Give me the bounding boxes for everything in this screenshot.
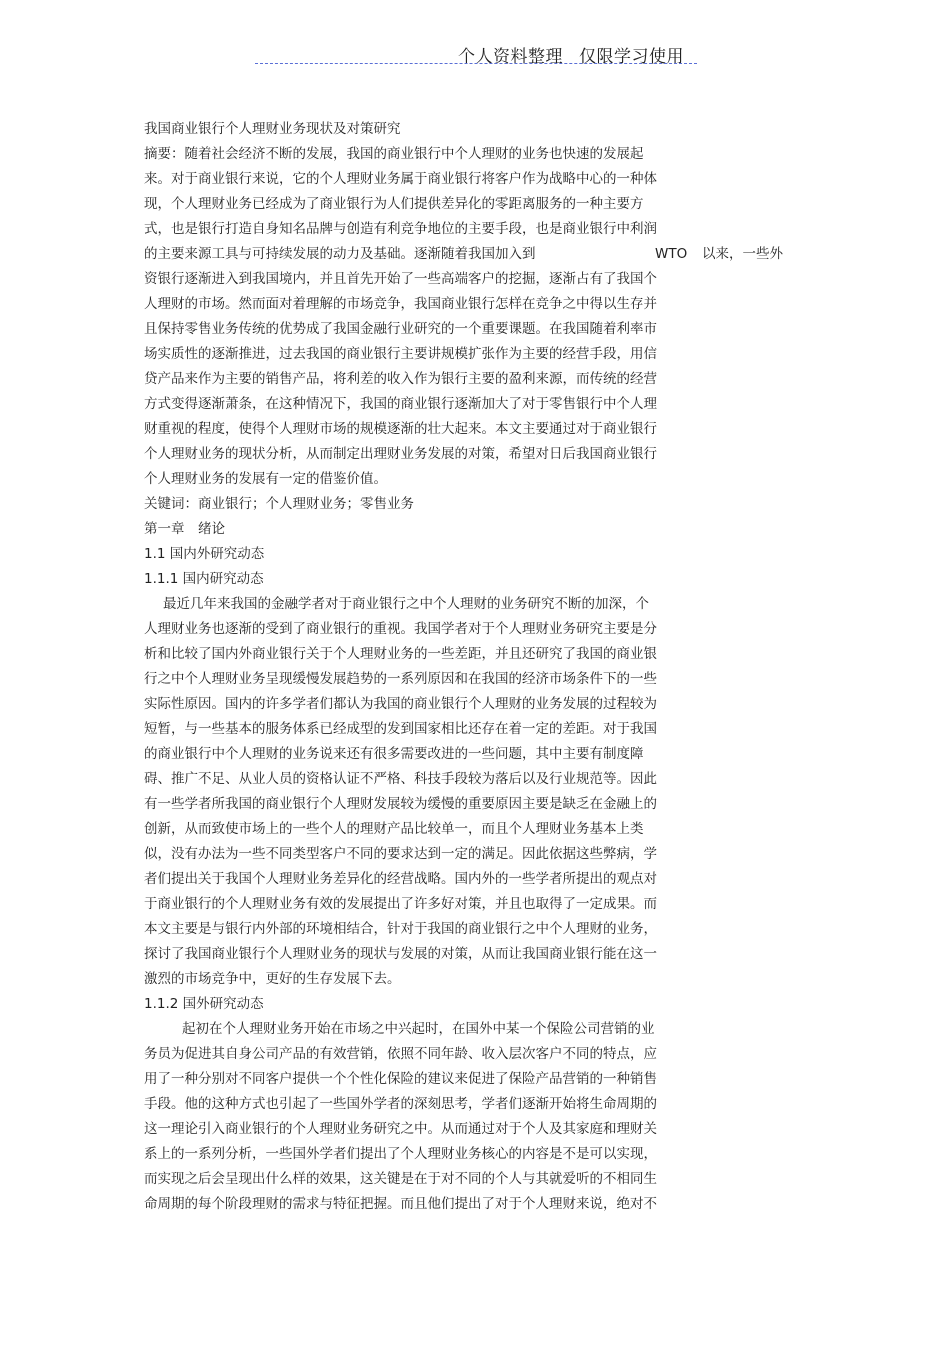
header-right-text: 仅限学习使用 [579,47,684,67]
abstract-line: 财重视的程度，使得个人理财市场的规模逐渐的壮大起来。本文主要通过对于商业银行 [144,421,657,437]
paragraph-line: 碍、推广不足、从业人员的资格认证不严格、科技手段较为落后以及行业规范等。因此 [144,771,657,787]
abstract-line: 的主要来源工具与可持续发展的动力及基础。逐渐随着我国加入到 [144,246,536,262]
abstract-line: 来。对于商业银行来说，它的个人理财业务属于商业银行将客户作为战略中心的一种体 [144,171,657,187]
paragraph-line: 用了一种分别对不同客户提供一个个性化保险的建议来促进了保险产品营销的一种销售 [144,1071,657,1087]
document-title: 我国商业银行个人理财业务现状及对策研究 [144,121,401,137]
section-heading-1-1: 1.1 国内外研究动态 [144,546,265,562]
paragraph-line: 的商业银行中个人理财的业务说来还有很多需要改进的一些问题，其中主要有制度障 [144,746,644,762]
paragraph-line: 务员为促进其自身公司产品的有效营销，依照不同年龄、收入层次客户不同的特点，应 [144,1046,657,1062]
paragraph-line: 似，没有办法为一些不同类型客户不同的要求达到一定的满足。因此依据这些弊病，学 [144,846,657,862]
header-left-text: 个人资料整理 [458,47,563,67]
abstract-line: 摘要：随着社会经济不断的发展，我国的商业银行中个人理财的业务也快速的发展起 [144,146,644,162]
domestic-research-paragraph [144,592,724,992]
abstract-line: 现，个人理财业务已经成为了商业银行为人们提供差异化的零距离服务的一种主要方 [144,196,644,212]
section-heading-1-1-1: 1.1.1 国内研究动态 [144,571,264,587]
paragraph-line: 创新，从而致使市场上的一些个人的理财产品比较单一，而且个人理财业务基本上类 [144,821,644,837]
paragraph-line: 命周期的每个阶段理财的需求与特征把握。而且他们提出了对于个人理财来说，绝对不 [144,1196,657,1212]
paragraph-line: 而实现之后会呈现出什么样的效果，这关键是在于对不同的个人与其就爱听的不相同生 [144,1171,657,1187]
header-divider [255,63,697,64]
paragraph-line: 人理财业务也逐渐的受到了商业银行的重视。我国学者对于个人理财业务研究主要是分 [144,621,657,637]
paragraph-line: 行之中个人理财业务呈现缓慢发展趋势的一系列原因和在我国的经济市场条件下的一些 [144,671,657,687]
abstract-line: 贷产品来作为主要的销售产品，将利差的收入作为银行主要的盈利来源，而传统的经营 [144,371,657,387]
paragraph-line: 短暂，与一些基本的服务体系已经成型的发到国家相比还存在着一定的差距。对于我国 [144,721,657,737]
paragraph-line: 手段。他的这种方式也引起了一些国外学者的深刻思考，学者们逐渐开始将生命周期的 [144,1096,657,1112]
abstract-line: 个人理财业务的发展有一定的借鉴价值。 [144,471,387,487]
abstract-line: 资银行逐渐进入到我国境内，并且首先开始了一些高端客户的挖掘，逐渐占有了我国个 [144,271,657,287]
paragraph-line: 析和比较了国内外商业银行关于个人理财业务的一些差距，并且还研究了我国的商业银 [144,646,657,662]
chapter-heading: 第一章 绪论 [144,521,225,537]
paragraph-line: 这一理论引入商业银行的个人理财业务研究之中。从而通过对于个人及其家庭和理财关 [144,1121,657,1137]
paragraph-line: 最近几年来我国的金融学者对于商业银行之中个人理财的业务研究不断的加深，个 [163,596,649,612]
wto-text: WTO [655,246,688,262]
paragraph-line: 于商业银行的个人理财业务有效的发展提出了许多好对策，并且也取得了一定成果。而 [144,896,657,912]
abstract-line: 人理财的市场。然而面对着理解的市场竞争，我国商业银行怎样在竞争之中得以生存并 [144,296,657,312]
paragraph-line: 激烈的市场竞争中，更好的生存发展下去。 [144,971,401,987]
paragraph-line: 实际性原因。国内的许多学者们都认为我国的商业银行个人理财的业务发展的过程较为 [144,696,657,712]
paragraph-line: 起初在个人理财业务开始在市场之中兴起时，在国外中某一个保险公司营销的业 [182,1021,655,1037]
paragraph-line: 有一些学者所我国的商业银行个人理财发展较为缓慢的重要原因主要是缺乏在金融上的 [144,796,657,812]
abstract-line: 个人理财业务的现状分析，从而制定出理财业务发展的对策，希望对日后我国商业银行 [144,446,657,462]
document-body [144,117,783,1217]
paragraph-line: 系上的一系列分析，一些国外学者们提出了个人理财业务核心的内容是不是可以实现， [144,1146,657,1162]
abstract-line: 场实质性的逐渐推进，过去我国的商业银行主要讲规模扩张作为主要的经营手段，用信 [144,346,657,362]
paragraph-line: 者们提出关于我国个人理财业务差异化的经营战略。国内外的一些学者所提出的观点对 [144,871,657,887]
abstract-line-wto [144,242,783,267]
foreign-research-paragraph [144,1017,724,1217]
section-heading-1-1-2: 1.1.2 国外研究动态 [144,996,264,1012]
abstract-line: 且保持零售业务传统的优势成了我国金融行业研究的一个重要课题。在我国随着利率市 [144,321,657,337]
paragraph-line: 本文主要是与银行内外部的环境相结合，针对于我国的商业银行之中个人理财的业务， [144,921,657,937]
abstract [144,142,783,492]
paragraph-line: 探讨了我国商业银行个人理财业务的现状与发展的对策，从而让我国商业银行能在这一 [144,946,657,962]
abstract-line-tail: 以来，一些外 [702,246,783,262]
abstract-line: 方式变得逐渐萧条，在这种情况下，我国的商业银行逐渐加大了对于零售银行中个人理 [144,396,657,412]
keywords: 关键词：商业银行；个人理财业务；零售业务 [144,496,414,512]
abstract-line: 式，也是银行打造自身知名品牌与创造有利竞争地位的主要手段，也是商业银行中利润 [144,221,657,237]
